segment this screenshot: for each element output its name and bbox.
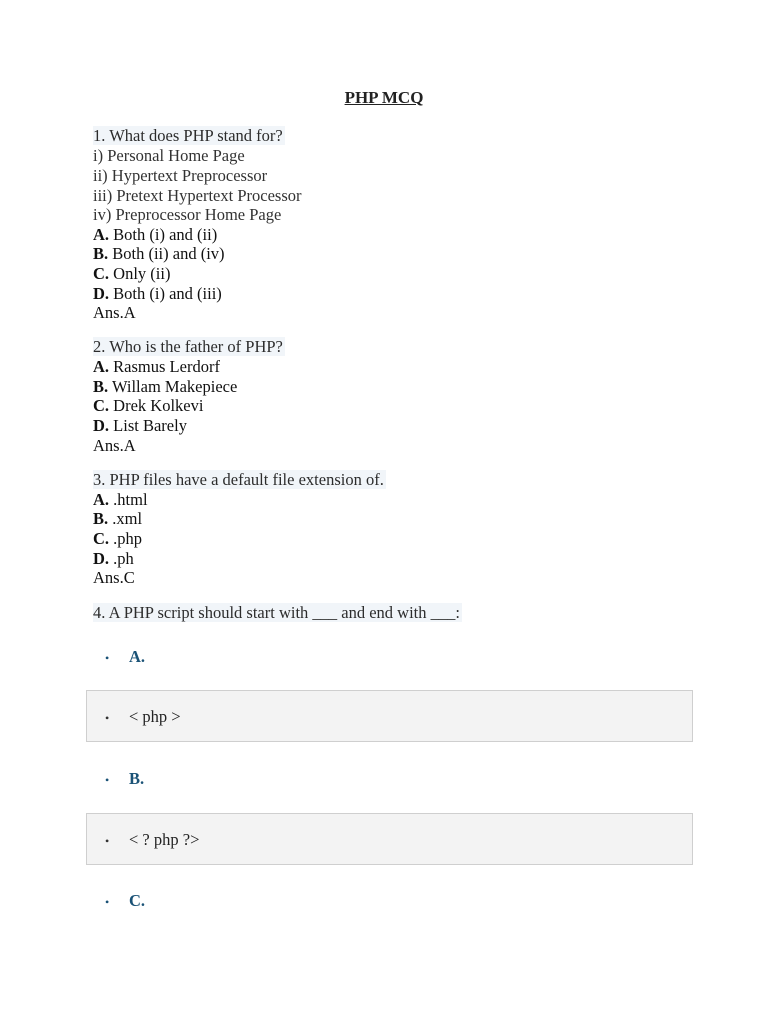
bullet-icon: •: [105, 773, 110, 788]
question-1: 1. What does PHP stand for?: [93, 126, 283, 145]
q4-code-b: • < ? php ?>: [105, 830, 199, 851]
q4-code-box-a: [86, 690, 693, 742]
bullet-icon: •: [105, 834, 110, 849]
q1-item-3: iii) Pretext Hypertext Processor: [93, 186, 302, 205]
bullet-icon: •: [105, 651, 110, 666]
q1-option-a: A. Both (i) and (ii): [93, 225, 218, 244]
q3-option-d: D. .ph: [93, 549, 134, 568]
q3-option-c: C. .php: [93, 529, 143, 548]
q3-answer: Ans.C: [93, 568, 135, 587]
bullet-icon: •: [105, 895, 110, 910]
question-3: 3. PHP files have a default file extension of.: [93, 470, 384, 489]
q4-choice-b: • B.: [105, 769, 144, 790]
q2-option-c: C. Drek Kolkevi: [93, 396, 204, 415]
q1-option-b: B. Both (ii) and (iv): [93, 244, 225, 263]
question-2: 2. Who is the father of PHP?: [93, 337, 283, 356]
page-title: PHP MCQ: [344, 88, 424, 107]
q2-option-a: A. Rasmus Lerdorf: [93, 357, 220, 376]
bullet-icon: •: [105, 711, 110, 726]
q1-answer: Ans.A: [93, 303, 136, 322]
q1-option-c: C. Only (ii): [93, 264, 171, 283]
q4-code-a: • < php >: [105, 707, 181, 728]
q1-item-2: ii) Hypertext Preprocessor: [93, 166, 268, 185]
q2-option-b: B. Willam Makepiece: [93, 377, 238, 396]
q2-answer: Ans.A: [93, 436, 136, 455]
q4-choice-a: • A.: [105, 647, 145, 668]
q1-option-d: D. Both (i) and (iii): [93, 284, 222, 303]
q4-code-box-b: [86, 813, 693, 865]
q3-option-b: B. .xml: [93, 509, 143, 528]
q1-item-1: i) Personal Home Page: [93, 146, 245, 165]
q2-option-d: D. List Barely: [93, 416, 187, 435]
q3-option-a: A. .html: [93, 490, 148, 509]
question-4: 4. A PHP script should start with ___ and end with ___:: [93, 603, 460, 622]
q1-item-4: iv) Preprocessor Home Page: [93, 205, 282, 224]
q4-choice-c: • C.: [105, 891, 145, 912]
